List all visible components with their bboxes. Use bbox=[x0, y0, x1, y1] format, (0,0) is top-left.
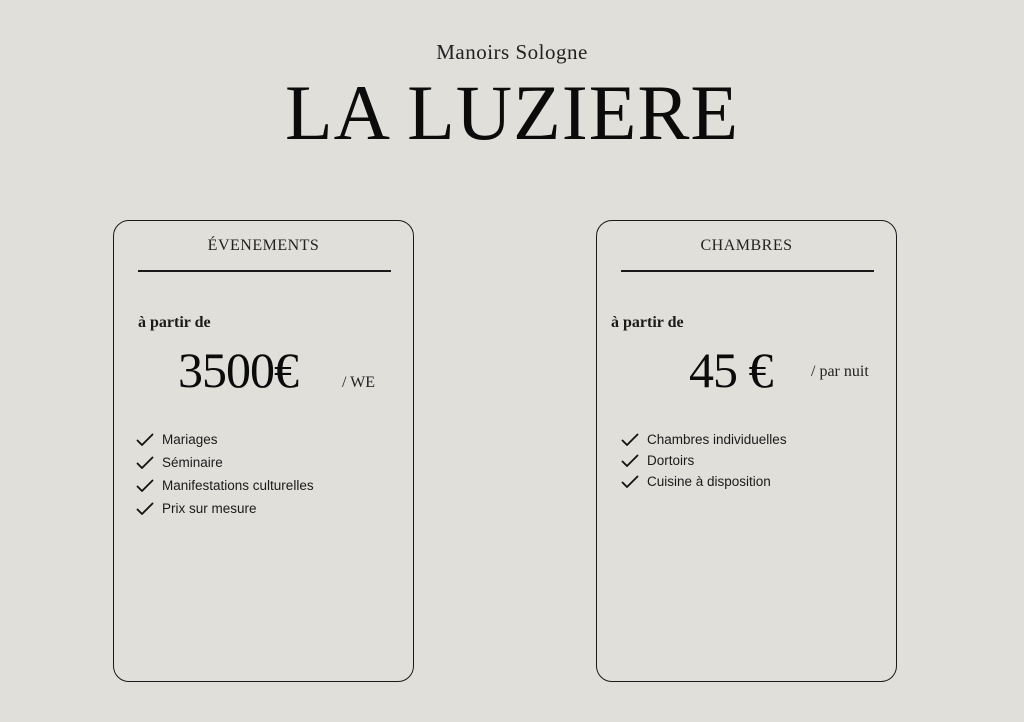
check-icon bbox=[136, 433, 154, 447]
feature-list bbox=[136, 428, 314, 520]
feature-item bbox=[621, 450, 787, 471]
feature-item bbox=[621, 429, 787, 450]
price-unit: / par nuit bbox=[811, 363, 869, 380]
feature-item bbox=[621, 471, 787, 492]
check-icon bbox=[136, 479, 154, 493]
card-divider bbox=[621, 270, 874, 272]
feature-list bbox=[621, 429, 787, 492]
feature-item bbox=[136, 474, 314, 497]
feature-label: Cuisine à disposition bbox=[647, 474, 771, 489]
feature-item bbox=[136, 497, 314, 520]
feature-label: Mariages bbox=[162, 432, 218, 447]
feature-item bbox=[136, 451, 314, 474]
card-divider bbox=[138, 270, 391, 272]
check-icon bbox=[621, 454, 639, 468]
feature-label: Prix sur mesure bbox=[162, 501, 257, 516]
rooms-card bbox=[596, 220, 897, 682]
check-icon bbox=[621, 433, 639, 447]
feature-label: Chambres individuelles bbox=[647, 432, 787, 447]
feature-item bbox=[136, 428, 314, 451]
page-title: LA LUZIERE bbox=[284, 69, 740, 156]
feature-label: Dortoirs bbox=[647, 453, 695, 468]
from-label: à partir de bbox=[611, 314, 684, 331]
feature-label: Séminaire bbox=[162, 455, 223, 470]
price-unit: / WE bbox=[342, 374, 376, 391]
card-title: ÉVENEMENTS bbox=[207, 237, 320, 254]
events-card bbox=[113, 220, 414, 682]
feature-label: Manifestations culturelles bbox=[162, 478, 314, 493]
price: 3500€ bbox=[178, 342, 298, 398]
card-title: CHAMBRES bbox=[700, 237, 793, 254]
brand-name: Manoirs Sologne bbox=[436, 40, 588, 64]
check-icon bbox=[136, 502, 154, 516]
check-icon bbox=[621, 475, 639, 489]
from-label: à partir de bbox=[138, 314, 211, 331]
check-icon bbox=[136, 456, 154, 470]
price: 45 € bbox=[689, 342, 773, 398]
